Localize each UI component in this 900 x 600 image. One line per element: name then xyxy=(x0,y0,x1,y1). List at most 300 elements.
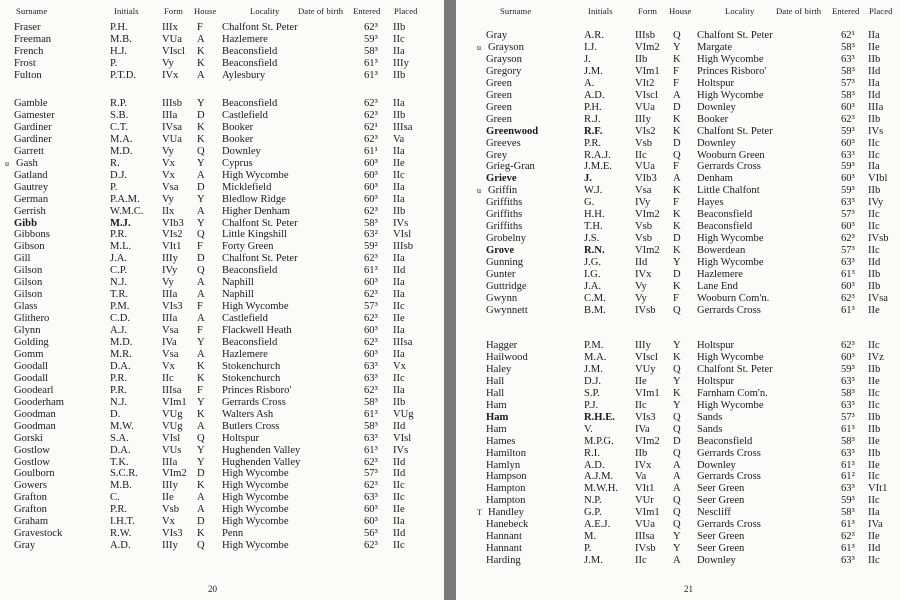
locality-cell: Beaconsfield xyxy=(697,209,753,221)
house-cell: Q xyxy=(673,423,681,435)
house-cell: A xyxy=(673,89,681,101)
table-row xyxy=(0,492,444,504)
locality-cell: Naphill xyxy=(222,289,254,301)
form-cell: IVy xyxy=(162,265,178,277)
initials-cell: P.M. xyxy=(110,301,130,313)
locality-cell: High Wycombe xyxy=(222,540,289,552)
form-cell: VIs3 xyxy=(162,528,183,540)
surname-mark-cell: u xyxy=(5,158,9,168)
surname-cell: Glithero xyxy=(14,313,50,325)
placed-cell: IIc xyxy=(868,555,880,567)
house-cell: F xyxy=(673,197,679,209)
placed-cell: IIa xyxy=(393,253,405,265)
table-row xyxy=(0,265,444,277)
house-cell: F xyxy=(197,241,203,253)
table-row xyxy=(0,361,444,373)
placed-cell: IIb xyxy=(868,280,881,292)
table-row xyxy=(0,516,444,528)
initials-cell: M.B. xyxy=(110,480,132,492)
surname-cell: Freeman xyxy=(14,33,52,45)
initials-cell: C. xyxy=(110,492,120,504)
house-cell: K xyxy=(673,53,681,65)
form-cell: IIIsb xyxy=(162,98,183,109)
placed-cell: IIc xyxy=(868,387,880,399)
house-cell: A xyxy=(197,69,205,81)
locality-cell: Higher Denham xyxy=(222,205,290,217)
surname-cell: Greenwood xyxy=(486,125,539,137)
initials-cell: R.H.E. xyxy=(584,411,615,423)
surname-cell: Hall xyxy=(486,375,505,387)
form-cell: VUa xyxy=(162,133,183,145)
form-cell: IVx xyxy=(635,459,652,471)
placed-cell: IVz xyxy=(868,351,884,363)
house-cell: Y xyxy=(197,337,205,348)
placed-cell: IVs xyxy=(393,217,409,229)
initials-cell: H.H. xyxy=(584,209,605,221)
form-cell: VIscl xyxy=(162,45,185,57)
table-row xyxy=(0,301,444,313)
placed-cell: IIe xyxy=(868,304,880,316)
form-cell: VUa xyxy=(635,101,656,113)
house-cell: Q xyxy=(673,363,681,375)
surname-cell: Hannant xyxy=(486,543,522,555)
entered-cell: 61³ xyxy=(364,69,378,81)
initials-cell: R.I. xyxy=(584,447,600,459)
table-row xyxy=(0,409,444,421)
table-row xyxy=(0,22,444,34)
form-cell: VIt2 xyxy=(635,77,655,89)
surname-cell: Gamble xyxy=(14,98,48,109)
house-cell: F xyxy=(673,292,679,304)
entered-cell: 62³ xyxy=(364,456,378,468)
placed-cell: IIa xyxy=(393,384,405,396)
placed-cell: IIe xyxy=(868,435,880,447)
header-surname: Surname xyxy=(500,6,532,16)
header-dob: Date of birth xyxy=(776,6,822,16)
entered-cell: 60³ xyxy=(364,325,378,337)
table-row xyxy=(456,126,900,138)
locality-cell: Beaconsfield xyxy=(222,98,278,109)
table-row xyxy=(0,70,444,82)
right-page xyxy=(456,0,900,600)
surname-mark-cell: u xyxy=(477,42,481,52)
initials-cell: M. xyxy=(584,531,597,543)
form-cell: VIm2 xyxy=(635,245,660,257)
surname-cell: Gerrish xyxy=(14,205,46,217)
initials-cell: M.W.H. xyxy=(584,483,619,495)
initials-cell: A.D. xyxy=(584,89,605,101)
entered-cell: 62³ xyxy=(364,540,378,552)
table-row xyxy=(456,90,900,102)
placed-cell: IId xyxy=(393,528,406,540)
surname-cell: Gautrey xyxy=(14,181,49,193)
locality-cell: High Wycombe xyxy=(222,301,289,313)
initials-cell: P. xyxy=(584,543,592,555)
table-row xyxy=(456,424,900,436)
form-cell: VIm2 xyxy=(635,435,660,447)
initials-cell: S.A. xyxy=(110,432,129,444)
entered-cell: 60³ xyxy=(841,280,855,292)
entered-cell: 60³ xyxy=(364,277,378,289)
placed-cell: IId xyxy=(393,456,406,468)
house-cell: Y xyxy=(197,157,205,169)
surname-cell: Gowers xyxy=(14,480,47,492)
table-row xyxy=(456,221,900,233)
form-cell: IIc xyxy=(162,372,174,384)
form-cell: IVa xyxy=(162,337,177,348)
entered-cell: 61³ xyxy=(364,444,378,456)
entered-cell: 62³ xyxy=(364,22,378,33)
entered-cell: 62³ xyxy=(364,253,378,265)
table-row xyxy=(0,397,444,409)
locality-cell: Hazlemere xyxy=(222,348,268,360)
entered-cell: 59³ xyxy=(841,125,855,137)
form-cell: IVy xyxy=(635,197,651,209)
locality-cell: Seer Green xyxy=(697,483,745,495)
surname-cell: Gash xyxy=(16,157,38,169)
locality-cell: High Wycombe xyxy=(697,233,764,245)
house-cell: Q xyxy=(673,447,681,459)
house-cell: K xyxy=(197,408,205,420)
initials-cell: J.M. xyxy=(584,65,603,77)
form-cell: IIe xyxy=(635,375,647,387)
locality-cell: Hazlemere xyxy=(697,269,743,280)
placed-cell: IId xyxy=(868,65,881,77)
table-row xyxy=(456,233,900,245)
placed-cell: IIe xyxy=(868,531,880,543)
form-cell: IIIy xyxy=(162,540,178,552)
placed-cell: IIa xyxy=(393,181,405,193)
initials-cell: M.W. xyxy=(110,420,134,432)
surname-cell: Greeves xyxy=(486,137,521,149)
house-cell: Q xyxy=(673,411,681,423)
form-cell: VIs2 xyxy=(635,125,656,137)
header-house: House xyxy=(194,6,217,16)
form-cell: IIIa xyxy=(162,289,178,301)
surname-cell: Glynn xyxy=(14,325,41,337)
table-row xyxy=(0,158,444,170)
placed-cell: IIc xyxy=(393,540,405,552)
house-cell: K xyxy=(197,480,205,492)
house-cell: A xyxy=(197,289,205,301)
entered-cell: 62¹ xyxy=(364,121,378,133)
form-cell: IVx xyxy=(635,269,652,280)
entered-cell: 58³ xyxy=(364,217,378,229)
form-cell: IIx xyxy=(162,205,175,217)
locality-cell: High Wycombe xyxy=(697,257,764,269)
surname-cell: Grafton xyxy=(14,492,47,504)
initials-cell: B.M. xyxy=(584,304,606,316)
surname-cell: Hampson xyxy=(486,471,527,483)
initials-cell: A. xyxy=(584,77,595,89)
form-cell: IIIx xyxy=(162,22,178,33)
placed-cell: IIb xyxy=(868,447,881,459)
locality-cell: Beaconsfield xyxy=(222,57,278,69)
form-cell: VIs2 xyxy=(162,229,183,241)
surname-cell: Griffiths xyxy=(486,209,523,221)
entered-cell: 61² xyxy=(841,471,855,483)
house-cell: A xyxy=(197,33,205,45)
entered-cell: 63³ xyxy=(841,197,855,209)
table-row xyxy=(456,460,900,472)
form-cell: VIb3 xyxy=(162,217,184,229)
placed-cell: IIc xyxy=(868,340,880,351)
initials-cell: N.J. xyxy=(110,277,128,289)
form-cell: IVx xyxy=(162,69,179,81)
surname-cell: Hanebeck xyxy=(486,519,529,531)
surname-cell: Green xyxy=(486,89,512,101)
initials-cell: N.J. xyxy=(110,396,128,408)
house-cell: K xyxy=(673,280,681,292)
house-cell: K xyxy=(197,57,205,69)
house-cell: Y xyxy=(197,98,205,109)
entered-cell: 60³ xyxy=(841,101,855,113)
initials-cell: J.S. xyxy=(584,233,600,245)
placed-cell: IIIy xyxy=(393,57,409,69)
locality-cell: Penn xyxy=(222,528,244,540)
initials-cell: P.J. xyxy=(584,399,599,411)
entered-cell: 60³ xyxy=(364,516,378,528)
initials-cell: P.T.D. xyxy=(110,69,136,81)
surname-mark-cell: T xyxy=(477,508,482,518)
house-cell: K xyxy=(197,133,205,145)
house-cell: F xyxy=(197,384,203,396)
form-cell: IIc xyxy=(635,149,647,161)
entered-cell: 63³ xyxy=(841,447,855,459)
surname-cell: Gamester xyxy=(14,109,55,121)
form-cell: Vsb xyxy=(635,137,653,149)
entered-cell: 63² xyxy=(364,229,378,241)
surname-cell: Hailwood xyxy=(486,351,528,363)
house-cell: K xyxy=(673,209,681,221)
house-cell: F xyxy=(197,301,203,313)
placed-cell: IIb xyxy=(868,185,881,197)
table-row xyxy=(456,185,900,197)
locality-cell: High Wycombe xyxy=(222,492,289,504)
entered-cell: 60³ xyxy=(364,181,378,193)
locality-cell: High Wycombe xyxy=(222,504,289,516)
house-cell: A xyxy=(673,555,681,567)
form-cell: VIt1 xyxy=(635,483,655,495)
house-cell: K xyxy=(673,125,681,137)
placed-cell: IIc xyxy=(868,209,880,221)
initials-cell: W.J. xyxy=(584,185,603,197)
entered-cell: 58³ xyxy=(841,435,855,447)
placed-cell: IIIa xyxy=(868,101,884,113)
placed-cell: IIe xyxy=(868,41,880,53)
placed-cell: IIe xyxy=(393,313,405,325)
page-number: 21 xyxy=(684,584,693,594)
surname-cell: Glass xyxy=(14,301,38,313)
entered-cell: 62³ xyxy=(364,337,378,348)
surname-cell: Frost xyxy=(14,57,36,69)
surname-cell: Gilson xyxy=(14,277,43,289)
locality-cell: Chalfont St. Peter xyxy=(222,217,298,229)
surname-cell: Harding xyxy=(486,555,521,567)
form-cell: VUg xyxy=(162,408,183,420)
form-cell: Vy xyxy=(162,57,174,69)
house-cell: D xyxy=(197,516,205,528)
surname-mark-cell: u xyxy=(477,186,481,196)
table-row xyxy=(0,218,444,230)
house-cell: F xyxy=(673,65,679,77)
placed-cell: VUg xyxy=(393,408,414,420)
surname-cell: Green xyxy=(486,77,512,89)
form-cell: IIIsb xyxy=(635,30,656,41)
locality-cell: Sands xyxy=(697,411,723,423)
entered-cell: 62³ xyxy=(364,289,378,301)
table-row xyxy=(0,146,444,158)
placed-cell: IIa xyxy=(393,325,405,337)
locality-cell: Booker xyxy=(222,121,254,133)
entered-cell: 62³ xyxy=(364,109,378,121)
locality-cell: Princes Risboro' xyxy=(697,65,767,77)
form-cell: Va xyxy=(635,471,647,483)
locality-cell: Booker xyxy=(697,113,729,125)
entered-cell: 63³ xyxy=(364,492,378,504)
locality-cell: High Wycombe xyxy=(222,516,289,528)
entered-cell: 62³ xyxy=(364,205,378,217)
surname-cell: Gatland xyxy=(14,169,48,181)
form-cell: Vy xyxy=(162,145,174,157)
entered-cell: 58³ xyxy=(364,45,378,57)
placed-cell: IIc xyxy=(393,480,405,492)
placed-cell: IIIsa xyxy=(393,337,413,348)
placed-cell: IIa xyxy=(393,145,405,157)
surname-cell: Grayson xyxy=(486,53,522,65)
house-cell: Q xyxy=(673,507,681,519)
house-cell: A xyxy=(197,348,205,360)
entered-cell: 58³ xyxy=(841,89,855,101)
house-cell: Y xyxy=(197,396,205,408)
locality-cell: Downley xyxy=(697,137,736,149)
table-row xyxy=(456,352,900,364)
placed-cell: IVsa xyxy=(868,292,889,304)
table-row xyxy=(456,293,900,305)
locality-cell: Walters Ash xyxy=(222,408,274,420)
initials-cell: P.A.M. xyxy=(110,193,140,205)
entered-cell: 61³ xyxy=(841,269,855,280)
locality-cell: Gerrards Cross xyxy=(697,447,761,459)
locality-cell: Gerrards Cross xyxy=(697,161,761,173)
entered-cell: 60³ xyxy=(364,504,378,516)
entered-cell: 63³ xyxy=(364,432,378,444)
table-row xyxy=(0,433,444,445)
table-row xyxy=(0,289,444,301)
table-row xyxy=(0,110,444,122)
locality-cell: High Wycombe xyxy=(222,468,289,480)
house-cell: Y xyxy=(673,375,681,387)
entered-cell: 61³ xyxy=(364,265,378,277)
locality-cell: Wooburn Green xyxy=(697,149,765,161)
form-cell: Vy xyxy=(635,280,647,292)
initials-cell: R.N. xyxy=(584,245,605,257)
placed-cell: IId xyxy=(393,420,406,432)
table-row xyxy=(0,241,444,253)
surname-cell: Hannant xyxy=(486,531,522,543)
table-row xyxy=(0,182,444,194)
locality-cell: High Wycombe xyxy=(222,480,289,492)
initials-cell: M.D. xyxy=(110,337,133,348)
form-cell: Vsb xyxy=(162,504,180,516)
initials-cell: M.A. xyxy=(584,351,607,363)
placed-cell: IIb xyxy=(393,69,406,81)
entered-cell: 59³ xyxy=(841,363,855,375)
placed-cell: IId xyxy=(868,89,881,101)
placed-cell: IIb xyxy=(393,109,406,121)
initials-cell: R.A.J. xyxy=(584,149,611,161)
table-row xyxy=(456,257,900,269)
entered-cell: 60³ xyxy=(364,169,378,181)
form-cell: VUg xyxy=(162,420,183,432)
house-cell: D xyxy=(197,468,205,480)
locality-cell: Little Kingshill xyxy=(222,229,288,241)
entered-cell: 60³ xyxy=(841,351,855,363)
initials-cell: P. xyxy=(110,181,118,193)
table-row xyxy=(456,519,900,531)
form-cell: IVsa xyxy=(162,121,183,133)
placed-cell: IId xyxy=(393,468,406,480)
left-page xyxy=(0,0,444,600)
table-row xyxy=(456,471,900,483)
table-row xyxy=(456,173,900,185)
initials-cell: A.E.J. xyxy=(584,519,611,531)
table-row xyxy=(456,495,900,507)
entered-cell: 58³ xyxy=(364,420,378,432)
surname-cell: Hampton xyxy=(486,483,526,495)
locality-cell: Castlefield xyxy=(222,109,268,121)
locality-cell: Gerrards Cross xyxy=(697,304,761,316)
locality-cell: Beaconsfield xyxy=(222,45,278,57)
house-cell: Q xyxy=(673,519,681,531)
surname-cell: Hall xyxy=(486,387,505,399)
locality-cell: Flackwell Heath xyxy=(222,325,292,337)
initials-cell: P. xyxy=(110,57,118,69)
table-row xyxy=(0,253,444,265)
locality-cell: Naphill xyxy=(222,277,254,289)
house-cell: Y xyxy=(197,456,205,468)
locality-cell: Castlefield xyxy=(222,313,268,325)
surname-cell: Gibson xyxy=(14,241,45,253)
house-cell: Q xyxy=(673,149,681,161)
form-cell: VIscl xyxy=(635,351,658,363)
form-cell: IIIsa xyxy=(635,531,655,543)
entered-cell: 62³ xyxy=(364,480,378,492)
table-row xyxy=(456,400,900,412)
table-row xyxy=(456,30,900,42)
placed-cell: IIa xyxy=(393,193,405,205)
header-locality: Locality xyxy=(250,6,280,16)
house-cell: K xyxy=(197,372,205,384)
table-row xyxy=(456,376,900,388)
locality-cell: Stokenchurch xyxy=(222,360,281,372)
form-cell: Vsa xyxy=(635,185,652,197)
form-cell: VIm2 xyxy=(635,209,660,221)
placed-cell: IIa xyxy=(393,98,405,109)
entered-cell: 57³ xyxy=(841,209,855,221)
form-cell: IIb xyxy=(635,53,648,65)
initials-cell: M.B. xyxy=(110,33,132,45)
table-row xyxy=(456,483,900,495)
entered-cell: 63³ xyxy=(841,375,855,387)
house-cell: K xyxy=(197,121,205,133)
surname-cell: Grafton xyxy=(14,504,47,516)
locality-cell: Chalfont St. Peter xyxy=(222,253,298,265)
initials-cell: P.R. xyxy=(110,504,128,516)
house-cell: Y xyxy=(197,444,205,456)
table-row xyxy=(456,507,900,519)
locality-cell: Downley xyxy=(222,145,261,157)
